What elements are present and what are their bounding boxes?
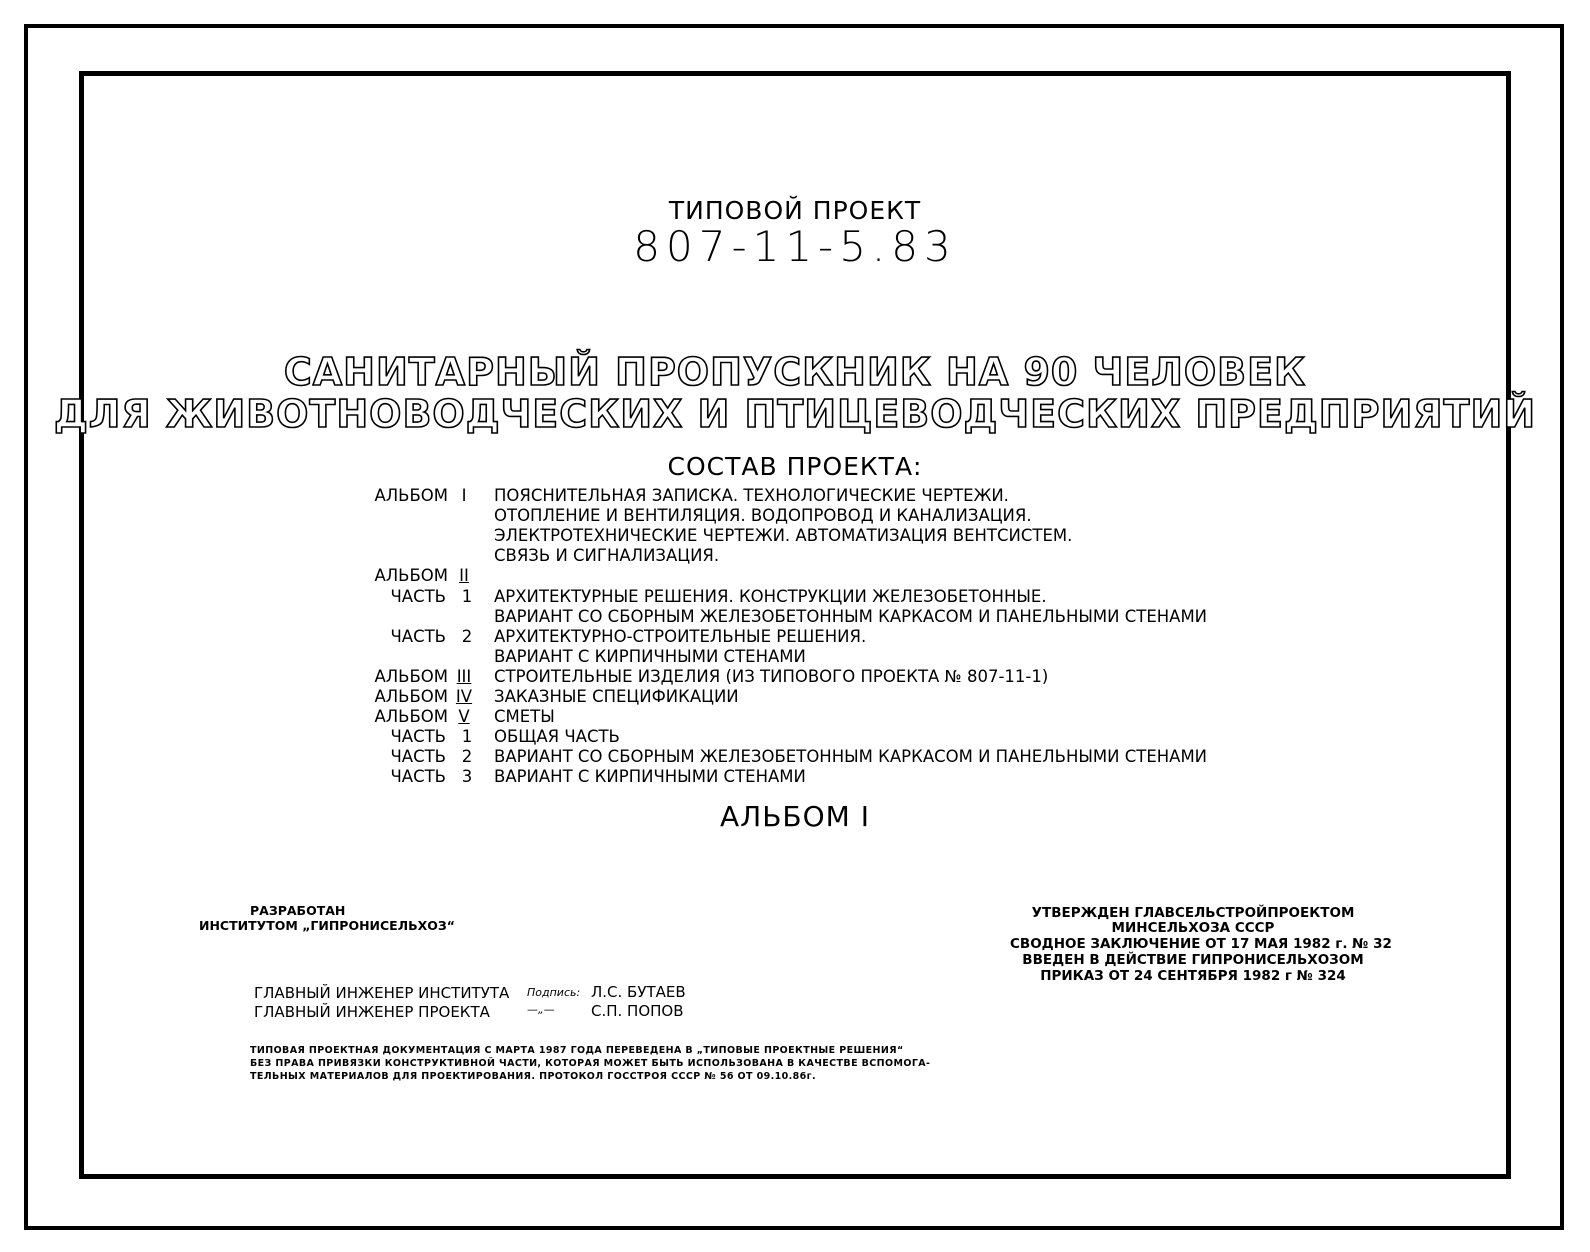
composition-row — [0, 727, 1590, 747]
composition-text: ВАРИАНТ С КИРПИЧНЫМИ СТЕНАМИ — [494, 646, 806, 666]
signature-name-2: С.П. ПОПОВ — [591, 1002, 684, 1020]
developer-line-2: ИНСТИТУТОМ „ГИПРОНИСЕЛЬХОЗ“ — [199, 918, 455, 933]
title-line-1: САНИТАРНЫЙ ПРОПУСКНИК НА 90 ЧЕЛОВЕК — [283, 350, 1307, 394]
signature-role-2: ГЛАВНЫЙ ИНЖЕНЕР ПРОЕКТА — [254, 1003, 490, 1021]
approval-line-3: СВОДНОЕ ЗАКЛЮЧЕНИЕ ОТ 17 МАЯ 1982 г. № 32 — [1010, 936, 1392, 952]
album-label: АЛЬБОМ I — [720, 800, 870, 833]
composition-row — [0, 667, 1590, 687]
composition-text: ОБЩАЯ ЧАСТЬ — [494, 727, 620, 747]
composition-row — [0, 607, 1590, 627]
part-label-cell: ЧАСТЬ — [390, 626, 446, 646]
album-label-cell: АЛЬБОМ — [374, 687, 448, 706]
album-label-cell: АЛЬБОМ — [374, 566, 448, 586]
note-line-3: ТЕЛЬНЫХ МАТЕРИАЛОВ ДЛЯ ПРОЕКТИРОВАНИЯ. ПРОТОКОЛ ГОССТРОЯ СССР № 56 ОТ 09.10.86г. — [250, 1071, 817, 1082]
composition-text: СТРОИТЕЛЬНЫЕ ИЗДЕЛИЯ (ИЗ ТИПОВОГО ПРОЕКТА № 807-11-1) — [494, 666, 1049, 686]
composition-text: СВЯЗЬ И СИГНАЛИЗАЦИЯ. — [494, 546, 720, 566]
album-label-cell: АЛЬБОМ — [374, 666, 448, 686]
part-number: 2 — [461, 747, 473, 767]
composition-row — [0, 627, 1590, 647]
part-number: 1 — [461, 727, 473, 747]
composition-row — [0, 546, 1590, 566]
composition-row — [0, 587, 1590, 607]
composition-row — [0, 566, 1590, 586]
signature-mark-2: —„— — [527, 1003, 555, 1016]
signature-name-1: Л.С. БУТАЕВ — [591, 983, 686, 1001]
approval-line-5: ПРИКАЗ ОТ 24 СЕНТЯБРЯ 1982 г № 324 — [1040, 968, 1346, 984]
composition-row — [0, 767, 1590, 787]
title-line-2: ДЛЯ ЖИВОТНОВОДЧЕСКИХ И ПТИЦЕВОДЧЕСКИХ ПРЕДПРИЯТИЙ — [53, 392, 1537, 436]
part-number: 2 — [461, 626, 473, 646]
album-number: II — [459, 566, 469, 586]
note-line-2: БЕЗ ПРАВА ПРИВЯЗКИ КОНСТРУКТИВНОЙ ЧАСТИ, КОТОРАЯ МОЖЕТ БЫТЬ ИСПОЛЬЗОВАНА В КАЧЕСТВЕ ВСПОМОГА- — [250, 1058, 931, 1069]
composition-row — [0, 687, 1590, 707]
composition-row — [0, 526, 1590, 546]
developer-line-1: РАЗРАБОТАН — [250, 903, 346, 918]
approval-line-1: УТВЕРЖДЕН ГЛАВСЕЛЬСТРОЙПРОЕКТОМ — [1031, 905, 1355, 921]
composition-text: ЭЛЕКТРОТЕХНИЧЕСКИЕ ЧЕРТЕЖИ. АВТОМАТИЗАЦИЯ ВЕНТСИСТЕМ. — [494, 526, 1073, 546]
album-number: V — [458, 707, 470, 727]
approval-line-2: МИНСЕЛЬХОЗА СССР — [1111, 920, 1275, 936]
composition-text: АРХИТЕКТУРНЫЕ РЕШЕНИЯ. КОНСТРУКЦИИ ЖЕЛЕЗОБЕТОННЫЕ. — [494, 586, 1047, 606]
project-type: ТИПОВОЙ ПРОЕКТ — [668, 196, 922, 225]
composition-text: ЗАКАЗНЫЕ СПЕЦИФИКАЦИИ — [494, 687, 739, 706]
composition-row — [0, 647, 1590, 667]
composition-text: ВАРИАНТ СО СБОРНЫМ ЖЕЛЕЗОБЕТОННЫМ КАРКАСОМ И ПАНЕЛЬНЫМИ СТЕНАМИ — [494, 606, 1208, 626]
signature-mark-1: Подпись: — [527, 986, 581, 999]
composition-text: ПОЯСНИТЕЛЬНАЯ ЗАПИСКА. ТЕХНОЛОГИЧЕСКИЕ ЧЕРТЕЖИ. — [494, 486, 1009, 505]
part-number: 3 — [461, 767, 473, 787]
composition-text: СМЕТЫ — [494, 707, 555, 727]
composition-row — [0, 486, 1590, 506]
part-label-cell: ЧАСТЬ — [390, 727, 446, 747]
album-number: I — [461, 486, 467, 505]
album-label-cell: АЛЬБОМ — [374, 707, 448, 727]
approval-line-4: ВВЕДЕН В ДЕЙСТВИЕ ГИПРОНИСЕЛЬХОЗОМ — [1022, 952, 1364, 968]
album-number: III — [456, 666, 472, 686]
composition-text: ВАРИАНТ С КИРПИЧНЫМИ СТЕНАМИ — [494, 767, 806, 787]
note-line-1: ТИПОВАЯ ПРОЕКТНАЯ ДОКУМЕНТАЦИЯ С МАРТА 1987 ГОДА ПЕРЕВЕДЕНА В „ТИПОВЫЕ ПРОЕКТНЫЕ РЕШЕНИЯ“ — [250, 1045, 904, 1056]
composition-row — [0, 707, 1590, 727]
album-label-cell: АЛЬБОМ — [374, 486, 448, 505]
album-number: IV — [455, 687, 473, 706]
composition-row — [0, 506, 1590, 526]
signature-role-1: ГЛАВНЫЙ ИНЖЕНЕР ИНСТИТУТА — [254, 984, 510, 1002]
composition-text: АРХИТЕКТУРНО-СТРОИТЕЛЬНЫЕ РЕШЕНИЯ. — [494, 626, 867, 646]
part-label-cell: ЧАСТЬ — [390, 586, 446, 606]
composition-text: ОТОПЛЕНИЕ И ВЕНТИЛЯЦИЯ. ВОДОПРОВОД И КАНАЛИЗАЦИЯ. — [494, 506, 1032, 526]
part-number: 1 — [461, 586, 473, 606]
part-label-cell: ЧАСТЬ — [390, 767, 446, 787]
part-label-cell: ЧАСТЬ — [390, 747, 446, 767]
project-number: 807-11-5.83 — [633, 222, 957, 271]
composition-text: ВАРИАНТ СО СБОРНЫМ ЖЕЛЕЗОБЕТОННЫМ КАРКАСОМ И ПАНЕЛЬНЫМИ СТЕНАМИ — [494, 747, 1208, 767]
composition-row — [0, 747, 1590, 767]
composition-heading: СОСТАВ ПРОЕКТА: — [667, 452, 923, 481]
